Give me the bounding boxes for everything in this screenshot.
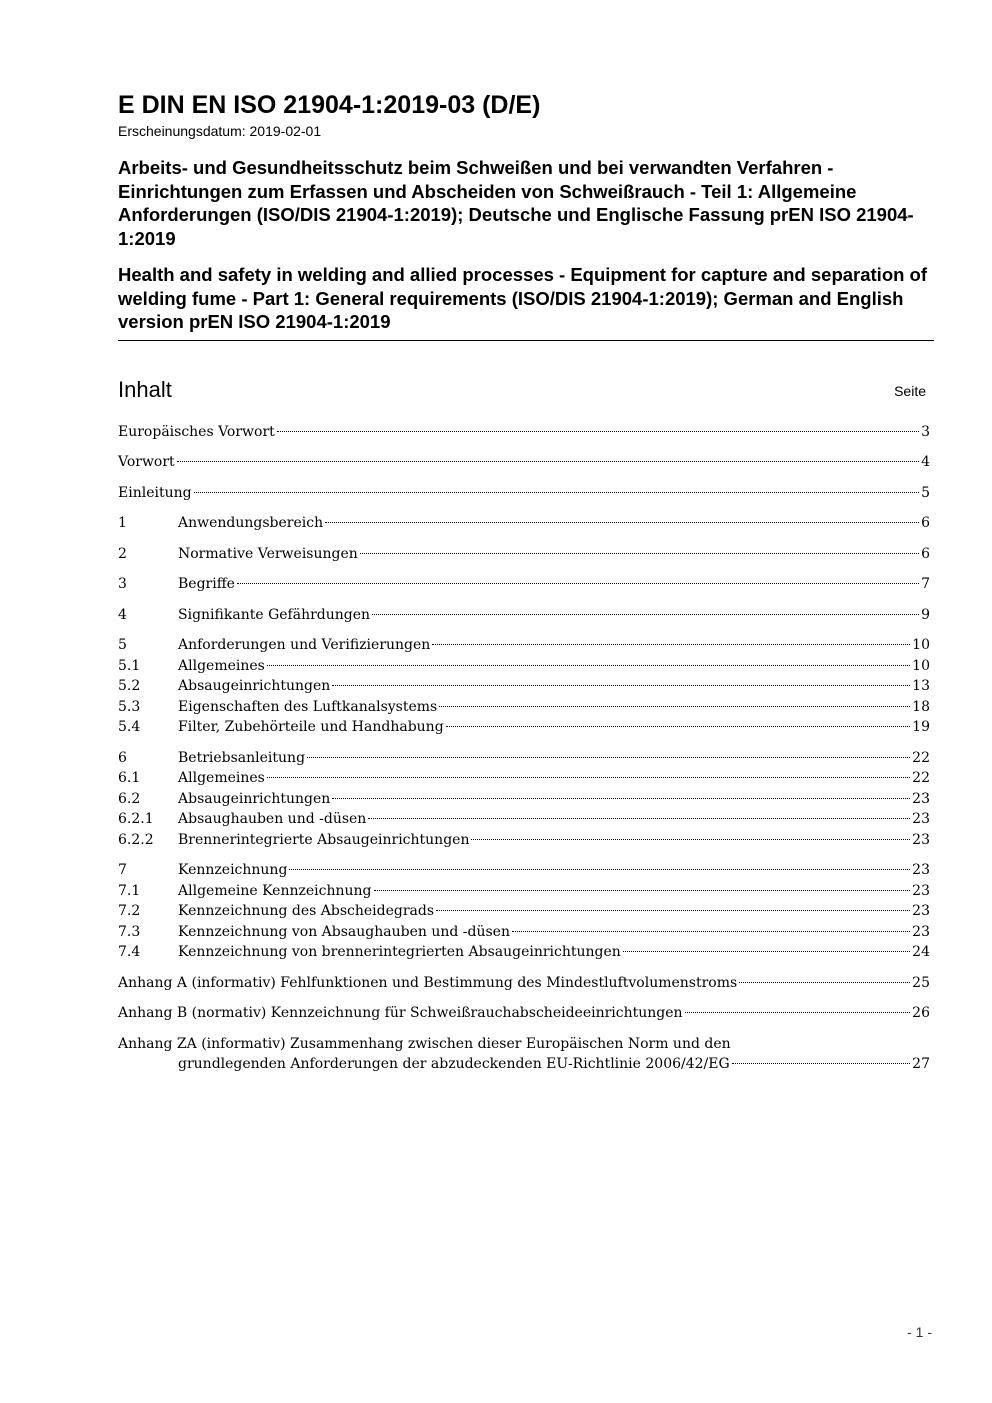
toc-entry-number: 6.1 <box>118 770 141 786</box>
toc-entry-number: 4 <box>118 606 127 623</box>
toc-entry-number: 5.4 <box>118 719 141 735</box>
toc-entry-number: 7.3 <box>118 923 141 940</box>
title-divider <box>118 340 934 341</box>
toc-entry-page: 23 <box>912 862 930 878</box>
toc-leader <box>307 757 910 758</box>
toc-entry-number: 1 <box>118 515 127 531</box>
toc-entry-page: 3 <box>921 423 930 440</box>
toc-leader <box>267 777 910 778</box>
toc-entry-title: Europäisches Vorwort <box>118 423 275 440</box>
toc-entry-title: Kennzeichnung des Abscheidegrads <box>178 903 435 919</box>
toc-leader <box>332 798 910 799</box>
toc-entry[interactable] <box>118 513 930 534</box>
toc-entry-page: 4 <box>921 454 930 470</box>
toc-entry-title: Normative Verweisungen <box>178 545 358 562</box>
toc-entry-title: Filter, Zubehörteile und Handhabung <box>178 719 444 735</box>
toc-entry-page: 23 <box>912 831 930 848</box>
toc-entry-number: 6 <box>118 749 127 766</box>
toc-leader <box>267 665 910 666</box>
toc-entry-title: Allgemeines <box>178 770 265 786</box>
toc-entry-page: 22 <box>912 770 930 786</box>
toc-entry-number: 7.1 <box>118 882 141 899</box>
toc-page-label: Seite <box>894 382 926 399</box>
toc-entry-title: Vorwort <box>118 454 175 470</box>
toc-entry-title: Begriffe <box>178 576 235 592</box>
toc-entry-title: grundlegenden Anforderungen der abzudeckenden EU-Richtlinie 2006/42/EG <box>178 1056 730 1072</box>
toc-entry-title: Anwendungsbereich <box>178 515 324 531</box>
toc-entry[interactable] <box>118 483 930 504</box>
toc-entry-title: Betriebsanleitung <box>178 749 306 766</box>
toc-entry[interactable] <box>118 717 930 738</box>
toc-entry-page: 23 <box>912 882 930 899</box>
toc-entry-page: 24 <box>912 944 930 960</box>
toc-entry-number: 5.2 <box>118 678 141 694</box>
toc-entry[interactable] <box>118 1003 930 1024</box>
toc-entry-page: 10 <box>912 637 930 653</box>
toc-entry-page: 23 <box>912 790 930 807</box>
toc-entry-number: 5.3 <box>118 698 141 715</box>
toc-entry-number: 2 <box>118 545 127 562</box>
toc-entry-title: Kennzeichnung von Absaughauben und -düsen <box>178 923 510 940</box>
toc-entry-number: 3 <box>118 576 127 592</box>
toc-entry[interactable] <box>118 942 930 963</box>
page-number: - 1 - <box>907 1324 932 1340</box>
toc-heading: Inhalt <box>118 376 172 402</box>
toc-entry[interactable] <box>118 809 930 830</box>
toc-entry-number: 6.2.1 <box>118 811 154 827</box>
toc-entry-page: 27 <box>912 1056 930 1072</box>
toc-leader <box>277 431 919 432</box>
title-english: Health and safety in welding and allied processes - Equipment for capture and separation of welding fume - Part 1: General requirements (ISO/DIS 21904-1:2019); German and English version prEN ISO 21904-1:2019 <box>118 264 928 332</box>
toc-leader <box>289 869 910 870</box>
toc-entry-title: Absaugeinrichtungen <box>178 678 331 694</box>
toc-leader <box>325 522 919 523</box>
publication-date: Erscheinungsdatum: 2019-02-01 <box>118 123 322 139</box>
toc-entry-annex-za[interactable] <box>118 1034 930 1075</box>
toc-leader <box>732 1063 911 1064</box>
toc-leader <box>368 818 910 819</box>
toc-leader <box>372 614 919 615</box>
toc-entry[interactable] <box>118 605 930 626</box>
toc-entry-title: Brennerintegrierte Absaugeinrichtungen <box>178 831 470 848</box>
toc-entry-title: Kennzeichnung <box>178 862 288 878</box>
toc-entry-title: Anhang ZA (informativ) Zusammenhang zwischen dieser Europäischen Norm und den <box>118 1035 731 1052</box>
toc-entry[interactable] <box>118 676 930 697</box>
toc-entry[interactable] <box>118 881 930 902</box>
toc-entry-number: 7.2 <box>118 903 141 919</box>
toc-entry-title: Absaugeinrichtungen <box>178 790 331 807</box>
toc-entry-number: 7.4 <box>118 944 141 960</box>
toc-leader <box>685 1012 911 1013</box>
toc-leader <box>439 706 910 707</box>
toc-entry-page: 18 <box>912 698 930 715</box>
toc-entry-page: 22 <box>912 749 930 766</box>
toc-leader <box>623 951 910 952</box>
toc-entry-title: Allgemeines <box>178 657 265 674</box>
toc-leader <box>237 583 919 584</box>
toc-leader <box>739 982 910 983</box>
title-german: Arbeits- und Gesundheitsschutz beim Schweißen und bei verwandten Verfahren - Einrichtungen zum Erfassen und Abscheiden von Schweißrauch - Teil 1: Allgemeine Anforderungen (ISO/DIS 21904-1:2019); Deutsche und Englische Fassung prEN ISO 21904-1:2019 <box>118 157 914 249</box>
toc-entry-page: 9 <box>921 606 930 623</box>
toc-entry-title: Absaughauben und -düsen <box>178 811 367 827</box>
toc-entry-number: 6.2 <box>118 790 141 807</box>
toc-entry-page: 10 <box>912 657 930 674</box>
toc-leader <box>374 890 911 891</box>
toc-leader <box>360 553 919 554</box>
toc-header <box>118 375 934 409</box>
toc-entry-title: Anforderungen und Verifizierungen <box>178 637 431 653</box>
toc-entry[interactable] <box>118 635 930 656</box>
toc-entry-page: 5 <box>921 484 930 501</box>
toc-entry-title: Anhang A (informativ) Fehlfunktionen und Bestimmung des Mindestluftvolumenstroms <box>118 974 738 991</box>
toc-entry-page: 19 <box>912 719 930 735</box>
toc-entry-page: 6 <box>921 515 930 531</box>
toc-leader <box>512 931 910 932</box>
toc-entry-title: Signifikante Gefährdungen <box>178 606 371 623</box>
toc-entry[interactable] <box>118 656 930 677</box>
toc-entry[interactable] <box>118 748 930 769</box>
toc-entry-number: 5 <box>118 637 127 653</box>
toc-entry-number: 7 <box>118 862 127 878</box>
toc-entry-page: 23 <box>912 923 930 940</box>
toc-entry-page: 25 <box>912 974 930 991</box>
toc-leader <box>436 910 910 911</box>
toc-entry[interactable] <box>118 574 930 595</box>
document-page <box>118 90 934 1075</box>
toc-entry[interactable] <box>118 922 930 943</box>
toc-entry[interactable] <box>118 973 930 994</box>
toc-entry[interactable] <box>118 422 930 443</box>
toc-entry-title: Kennzeichnung von brennerintegrierten Absaugeinrichtungen <box>178 944 621 960</box>
toc-entry-page: 7 <box>921 576 930 592</box>
toc-entry-title: Anhang B (normativ) Kennzeichnung für Schweißrauchabscheideeinrichtungen <box>118 1005 683 1021</box>
toc-entry[interactable] <box>118 697 930 718</box>
toc-entry-title: Einleitung <box>118 484 192 501</box>
toc-entry-title: Eigenschaften des Luftkanalsystems <box>178 698 438 715</box>
toc-leader <box>471 839 910 840</box>
document-code: E DIN EN ISO 21904-1:2019-03 (D/E) <box>118 91 541 119</box>
toc-entry-page: 26 <box>912 1005 930 1021</box>
toc-entry-number: 6.2.2 <box>118 831 154 848</box>
toc-entry[interactable] <box>118 544 930 565</box>
toc-leader <box>194 492 920 493</box>
toc-entry[interactable] <box>118 768 930 789</box>
toc-entry-title: Allgemeine Kennzeichnung <box>178 882 372 899</box>
toc-entry[interactable] <box>118 901 930 922</box>
toc-entry-page: 23 <box>912 903 930 919</box>
toc-leader <box>446 726 911 727</box>
toc-leader <box>332 685 910 686</box>
toc-entry-page: 13 <box>912 678 930 694</box>
toc-leader <box>177 461 919 462</box>
toc-entry[interactable] <box>118 452 930 473</box>
toc-entry-page: 6 <box>921 545 930 562</box>
toc-entry-number: 5.1 <box>118 657 141 674</box>
toc-entry[interactable] <box>118 830 930 851</box>
toc-leader <box>432 644 910 645</box>
toc-entry[interactable] <box>118 789 930 810</box>
toc-entry[interactable] <box>118 860 930 881</box>
table-of-contents <box>118 422 930 1075</box>
toc-entry-page: 23 <box>912 811 930 827</box>
